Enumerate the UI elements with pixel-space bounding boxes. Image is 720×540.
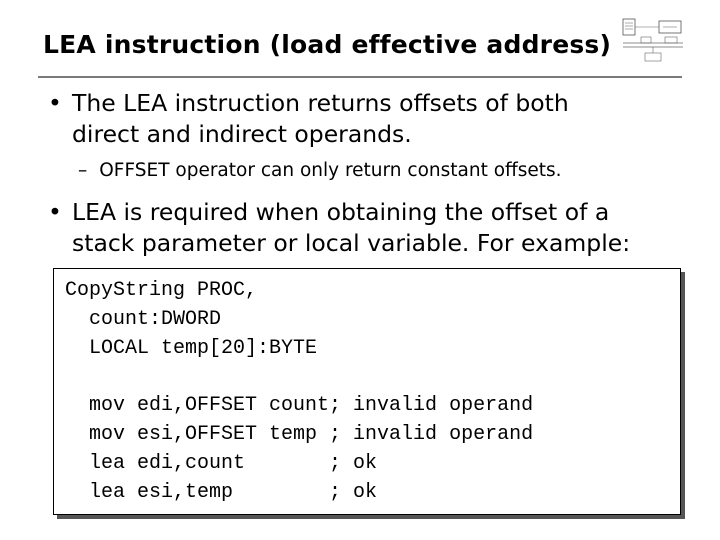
sub-bullet-item	[78, 160, 562, 181]
code-line: LOCAL temp[20]:BYTE	[65, 337, 318, 360]
code-line: CopyString PROC,	[65, 279, 258, 302]
diagram-logo-icon	[621, 17, 685, 67]
code-example-box	[53, 268, 681, 515]
title-divider	[38, 76, 682, 78]
bullet-text-line: stack parameter or local variable. For example:	[72, 229, 631, 257]
bullet-text-line: The LEA instruction returns offsets of both	[72, 89, 569, 117]
bullet-text-line: direct and indirect operands.	[72, 120, 412, 148]
sub-bullet-marker: –	[78, 160, 88, 181]
code-line: mov edi,OFFSET count; invalid operand	[65, 394, 534, 417]
code-line: count:DWORD	[65, 308, 222, 331]
bullet-marker: •	[48, 89, 62, 117]
sub-bullet-text: OFFSET operator can only return constant offsets.	[99, 160, 562, 181]
bullet-marker: •	[48, 198, 62, 226]
code-line: mov esi,OFFSET temp ; invalid operand	[65, 423, 534, 446]
code-line: lea esi,temp ; ok	[65, 481, 378, 504]
slide-title: LEA instruction (load effective address)	[43, 30, 612, 59]
bullet-text-line: LEA is required when obtaining the offset of a	[72, 198, 610, 226]
code-line: lea edi,count ; ok	[65, 452, 378, 475]
